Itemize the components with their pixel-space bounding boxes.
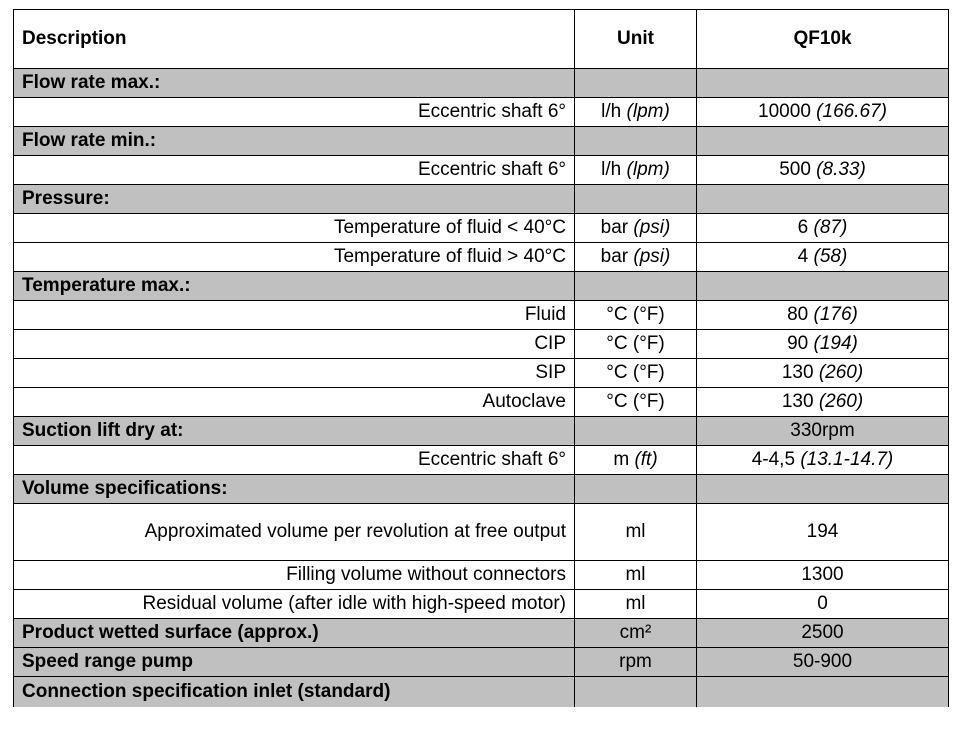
row-value: 4 (58) — [697, 243, 949, 272]
table-row — [14, 359, 949, 388]
section-title: Temperature max.: — [14, 272, 575, 301]
header-description: Description — [14, 10, 575, 69]
row-description: Eccentric shaft 6° — [14, 156, 575, 185]
row-description: SIP — [14, 359, 575, 388]
row-description: Approximated volume per revolution at free output — [14, 504, 575, 561]
row-unit: °C (°F) — [575, 388, 697, 417]
section-suction — [14, 417, 949, 446]
table-row — [14, 561, 949, 590]
row-unit: °C (°F) — [575, 359, 697, 388]
row-description: Fluid — [14, 301, 575, 330]
row-unit: °C (°F) — [575, 301, 697, 330]
row-description: Eccentric shaft 6° — [14, 446, 575, 475]
section-title: Volume specifications: — [14, 475, 575, 504]
row-unit: ml — [575, 561, 697, 590]
section-temperature — [14, 272, 949, 301]
row-unit: bar (psi) — [575, 243, 697, 272]
row-description: CIP — [14, 330, 575, 359]
row-description: Eccentric shaft 6° — [14, 98, 575, 127]
row-unit: °C (°F) — [575, 330, 697, 359]
table-row — [14, 301, 949, 330]
section-title: Flow rate max.: — [14, 69, 575, 98]
section-unit: rpm — [575, 648, 697, 677]
row-unit: bar (psi) — [575, 214, 697, 243]
table-row — [14, 214, 949, 243]
section-volume — [14, 475, 949, 504]
section-title: Connection specification inlet (standard) — [14, 677, 575, 708]
table-row — [14, 156, 949, 185]
row-unit: ml — [575, 504, 697, 561]
section-value: 50-900 — [697, 648, 949, 677]
row-value: 90 (194) — [697, 330, 949, 359]
row-description: Temperature of fluid > 40°C — [14, 243, 575, 272]
row-value: 500 (8.33) — [697, 156, 949, 185]
spec-table — [13, 9, 949, 707]
row-value: 0 — [697, 590, 949, 619]
row-unit: l/h (lpm) — [575, 156, 697, 185]
section-title: Speed range pump — [14, 648, 575, 677]
table-row — [14, 504, 949, 561]
section-value: 2500 — [697, 619, 949, 648]
row-value: 10000 (166.67) — [697, 98, 949, 127]
table-row — [14, 330, 949, 359]
row-value: 4-4,5 (13.1-14.7) — [697, 446, 949, 475]
header-unit: Unit — [575, 10, 697, 69]
table-row — [14, 388, 949, 417]
row-unit: ml — [575, 590, 697, 619]
row-unit: m (ft) — [575, 446, 697, 475]
row-value: 80 (176) — [697, 301, 949, 330]
section-unit: cm² — [575, 619, 697, 648]
section-flow-max — [14, 69, 949, 98]
row-description: Filling volume without connectors — [14, 561, 575, 590]
section-value: 330rpm — [697, 417, 949, 446]
section-title: Pressure: — [14, 185, 575, 214]
header-model: QF10k — [697, 10, 949, 69]
row-description: Residual volume (after idle with high-speed motor) — [14, 590, 575, 619]
header-row — [14, 10, 949, 69]
table-row — [14, 590, 949, 619]
section-title: Flow rate min.: — [14, 127, 575, 156]
row-description: Temperature of fluid < 40°C — [14, 214, 575, 243]
table-row — [14, 446, 949, 475]
row-value: 194 — [697, 504, 949, 561]
row-unit: l/h (lpm) — [575, 98, 697, 127]
row-value: 6 (87) — [697, 214, 949, 243]
row-value: 130 (260) — [697, 388, 949, 417]
section-title: Product wetted surface (approx.) — [14, 619, 575, 648]
section-speed-range — [14, 648, 949, 677]
section-pressure — [14, 185, 949, 214]
section-connection-inlet — [14, 677, 949, 708]
row-description: Autoclave — [14, 388, 575, 417]
table-row — [14, 98, 949, 127]
table-row — [14, 243, 949, 272]
section-title: Suction lift dry at: — [14, 417, 575, 446]
section-flow-min — [14, 127, 949, 156]
section-wetted-surface — [14, 619, 949, 648]
row-value: 130 (260) — [697, 359, 949, 388]
row-value: 1300 — [697, 561, 949, 590]
